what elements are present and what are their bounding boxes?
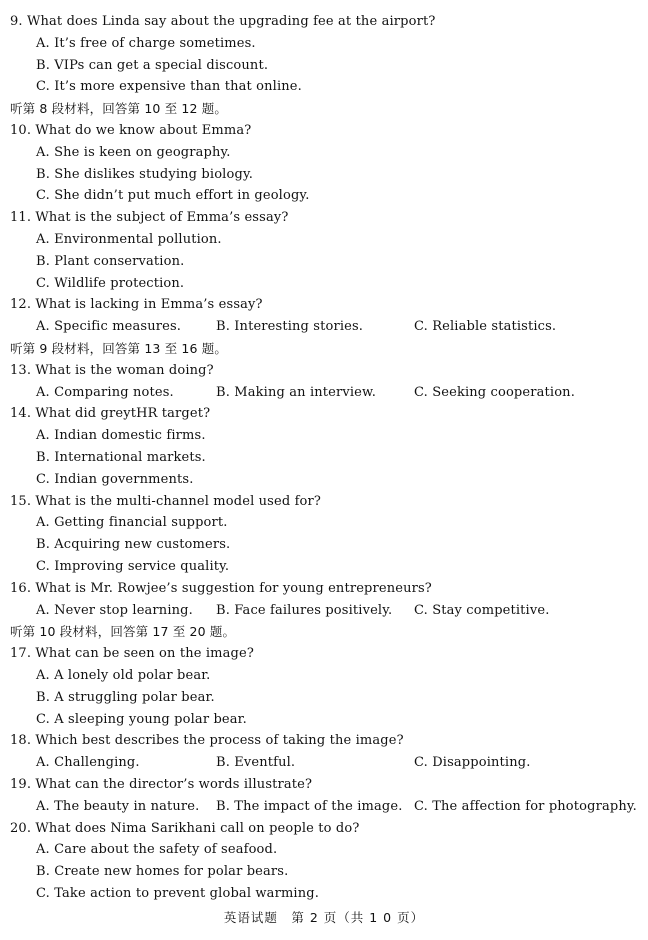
answer-option: C. Take action to prevent global warming. xyxy=(36,886,320,901)
section-instruction: 听第 10 段材料，回答第 17 至 20 题。 xyxy=(10,624,236,640)
question-stem: 19. What can the director’s words illustrate? xyxy=(10,777,313,792)
page-footer: 英语试题 第 2 页（共 1 0 页） xyxy=(223,910,425,925)
section-instruction: 听第 9 段材料，回答第 13 至 16 题。 xyxy=(10,341,228,356)
answer-option: A. A lonely old polar bear. xyxy=(36,668,211,683)
answer-option: C. Wildlife protection. xyxy=(36,275,185,291)
option-b: B. Eventful. xyxy=(216,755,296,771)
answer-option: B. Plant conservation. xyxy=(36,253,185,269)
question-stem: 17. What can be seen on the image? xyxy=(10,646,254,662)
answer-option: A. Care about the safety of seafood. xyxy=(36,842,278,858)
option-row xyxy=(36,600,626,622)
option-a: A. Comparing notes. xyxy=(36,384,174,400)
answer-option: C. A sleeping young polar bear. xyxy=(36,711,247,727)
option-c: C. Disappointing. xyxy=(414,755,531,771)
option-a: A. Specific measures. xyxy=(36,319,182,335)
option-a: A. Challenging. xyxy=(36,755,140,771)
question-stem: 16. What is Mr. Rowjee’s suggestion for young entrepreneurs? xyxy=(10,580,432,596)
question-stem: 20. What does Nima Sarikhani call on people to do? xyxy=(10,820,360,836)
option-c: C. Seeking cooperation. xyxy=(414,384,575,400)
answer-option: C. Indian governments. xyxy=(36,471,194,487)
question-stem: 10. What do we know about Emma? xyxy=(10,123,252,138)
option-a: A. The beauty in nature. xyxy=(36,798,200,814)
question-stem: 15. What is the multi-channel model used for? xyxy=(10,493,322,509)
answer-option: C. Improving service quality. xyxy=(36,559,230,574)
answer-option: C. It’s more expensive than that online. xyxy=(36,79,302,95)
answer-option: B. A struggling polar bear. xyxy=(36,689,215,705)
option-b: B. The impact of the image. xyxy=(216,798,403,814)
option-a: A. Never stop learning. xyxy=(36,602,193,618)
answer-option: A. It’s free of charge sometimes. xyxy=(36,35,256,51)
answer-option: B. She dislikes studying biology. xyxy=(36,166,253,182)
question-stem: 11. What is the subject of Emma’s essay? xyxy=(10,210,289,226)
answer-option: A. She is keen on geography. xyxy=(36,144,231,160)
option-row xyxy=(36,316,626,338)
answer-option: B. International markets. xyxy=(36,450,206,465)
option-row xyxy=(36,752,626,774)
question-stem: 12. What is lacking in Emma’s essay? xyxy=(10,297,263,313)
option-row xyxy=(36,382,626,404)
answer-option: A. Getting financial support. xyxy=(36,515,228,531)
option-c: C. Reliable statistics. xyxy=(414,319,557,335)
answer-option: A. Environmental pollution. xyxy=(36,232,222,247)
option-b: B. Making an interview. xyxy=(216,384,377,400)
option-row xyxy=(36,796,637,818)
answer-option: C. She didn’t put much effort in geology. xyxy=(36,188,310,204)
answer-option: B. VIPs can get a special discount. xyxy=(36,57,269,73)
option-c: C. The affection for photography. xyxy=(414,798,637,814)
option-c: C. Stay competitive. xyxy=(414,602,550,618)
question-stem: 18. Which best describes the process of taking the image? xyxy=(10,733,404,749)
answer-option: A. Indian domestic firms. xyxy=(36,428,206,444)
option-b: B. Face failures positively. xyxy=(216,602,393,618)
section-instruction: 听第 8 段材料，回答第 10 至 12 题。 xyxy=(10,101,228,117)
answer-option: B. Acquiring new customers. xyxy=(36,537,231,553)
answer-option: B. Create new homes for polar bears. xyxy=(36,864,289,880)
question-stem: 14. What did greytHR target? xyxy=(10,406,211,422)
question-stem: 9. What does Linda say about the upgrading fee at the airport? xyxy=(10,14,436,29)
option-b: B. Interesting stories. xyxy=(216,319,364,335)
question-stem: 13. What is the woman doing? xyxy=(10,362,214,378)
